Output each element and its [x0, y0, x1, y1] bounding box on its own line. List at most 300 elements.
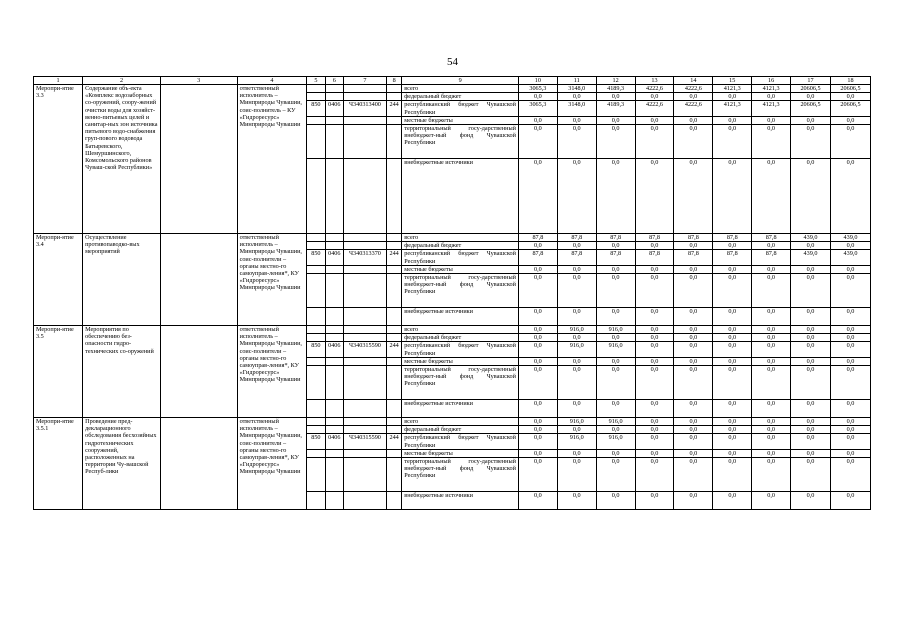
empty-code-cell: [307, 85, 325, 93]
amount-cell: 0,0: [596, 265, 635, 273]
amount-cell: 87,8: [518, 234, 557, 242]
amount-cell: 916,0: [596, 418, 635, 426]
amount-cell: 4222,6: [674, 85, 713, 93]
table-row: [34, 418, 871, 426]
amount-cell: 0,0: [596, 426, 635, 434]
empty-code-cell: [386, 418, 401, 426]
amount-cell: 0,0: [596, 93, 635, 101]
funding-source: территориальный госу-дарственный внебюджет-ный фонд Чувашской Республики: [402, 125, 519, 159]
empty-code-cell: [343, 418, 386, 426]
empty-code-cell: [325, 426, 343, 434]
funding-source: внебюджетные источники: [402, 400, 519, 418]
section-code: 0406: [325, 250, 343, 265]
amount-cell: 0,0: [674, 458, 713, 492]
empty-code-cell: [386, 265, 401, 273]
column-number: 15: [713, 77, 752, 85]
amount-cell: 0,0: [635, 449, 674, 457]
empty-code-cell: [386, 274, 401, 308]
amount-cell: 0,0: [518, 492, 557, 510]
amount-cell: 0,0: [752, 116, 791, 124]
amount-cell: 0,0: [713, 274, 752, 308]
amount-cell: 0,0: [557, 400, 596, 418]
amount-cell: 0,0: [674, 326, 713, 334]
amount-cell: 0,0: [674, 93, 713, 101]
funding-source: федеральный бюджет: [402, 334, 519, 342]
amount-cell: 0,0: [713, 357, 752, 365]
amount-cell: 0,0: [518, 242, 557, 250]
amount-cell: 87,8: [596, 234, 635, 242]
executor-cell: ответственный исполнитель – Минприроды Чувашии, соис-полнители – органы местно-го самоуправ-ления*, КУ «Гидроресурс» Минприроды Чувашии: [237, 326, 307, 418]
amount-cell: 0,0: [713, 366, 752, 400]
amount-cell: 0,0: [713, 93, 752, 101]
empty-code-cell: [307, 242, 325, 250]
amount-cell: 0,0: [635, 265, 674, 273]
empty-code-cell: [307, 265, 325, 273]
empty-code-cell: [325, 334, 343, 342]
amount-cell: 0,0: [752, 125, 791, 159]
amount-cell: 0,0: [830, 274, 870, 308]
empty-code-cell: [343, 326, 386, 334]
amount-cell: 0,0: [557, 334, 596, 342]
empty-code-cell: [343, 234, 386, 242]
amount-cell: 87,8: [713, 234, 752, 242]
amount-cell: 0,0: [713, 342, 752, 357]
amount-cell: 0,0: [791, 116, 831, 124]
amount-cell: 0,0: [635, 125, 674, 159]
funding-source: республиканский бюджет Чувашской Республики: [402, 342, 519, 357]
amount-cell: 0,0: [830, 492, 870, 510]
amount-cell: 916,0: [557, 342, 596, 357]
expense-type-code: 244: [386, 101, 401, 116]
amount-cell: 0,0: [791, 458, 831, 492]
amount-cell: 0,0: [635, 434, 674, 449]
amount-cell: 4121,3: [752, 101, 791, 116]
amount-cell: 0,0: [635, 492, 674, 510]
amount-cell: 0,0: [518, 357, 557, 365]
amount-cell: 0,0: [518, 334, 557, 342]
expense-type-code: 244: [386, 250, 401, 265]
measure-name: Осуществление противопаводко-вых мероприятий: [83, 234, 161, 326]
empty-code-cell: [325, 242, 343, 250]
amount-cell: 0,0: [518, 308, 557, 326]
amount-cell: 0,0: [713, 334, 752, 342]
amount-cell: 0,0: [596, 125, 635, 159]
amount-cell: 0,0: [752, 458, 791, 492]
amount-cell: 0,0: [752, 449, 791, 457]
amount-cell: 0,0: [518, 93, 557, 101]
empty-code-cell: [325, 85, 343, 93]
column-3-cell: [160, 234, 237, 326]
section-code: 0406: [325, 342, 343, 357]
amount-cell: 0,0: [557, 426, 596, 434]
amount-cell: 0,0: [713, 326, 752, 334]
amount-cell: 0,0: [596, 449, 635, 457]
amount-cell: 4222,6: [635, 85, 674, 93]
empty-code-cell: [325, 400, 343, 418]
column-number: 5: [307, 77, 325, 85]
amount-cell: 0,0: [635, 458, 674, 492]
executor-cell: ответственный исполнитель – Минприроды Чувашии, соис-полнитель – КУ «Гидроресурс» Минприроды Чувашии: [237, 85, 307, 234]
amount-cell: 4121,3: [713, 85, 752, 93]
column-number: 13: [635, 77, 674, 85]
amount-cell: 0,0: [791, 334, 831, 342]
empty-code-cell: [307, 308, 325, 326]
grbs-code: 850: [307, 434, 325, 449]
amount-cell: 0,0: [791, 366, 831, 400]
amount-cell: 87,8: [674, 250, 713, 265]
empty-code-cell: [325, 458, 343, 492]
amount-cell: 0,0: [752, 334, 791, 342]
funding-source: местные бюджеты: [402, 449, 519, 457]
amount-cell: 0,0: [674, 418, 713, 426]
amount-cell: 0,0: [830, 242, 870, 250]
amount-cell: 0,0: [752, 159, 791, 234]
column-number: 18: [830, 77, 870, 85]
measure-name: Мероприятия по обеспечению без-опасности гидро-технических со-оружений: [83, 326, 161, 418]
table-row: [34, 326, 871, 334]
empty-code-cell: [325, 116, 343, 124]
amount-cell: 0,0: [752, 93, 791, 101]
amount-cell: 0,0: [830, 308, 870, 326]
empty-code-cell: [307, 449, 325, 457]
empty-code-cell: [307, 357, 325, 365]
empty-code-cell: [325, 418, 343, 426]
funding-source: территориальный госу-дарственный внебюджет-ный фонд Чувашской Республики: [402, 274, 519, 308]
amount-cell: 0,0: [674, 334, 713, 342]
executor-cell: ответственный исполнитель – Минприроды Чувашии, соис-полнители – органы местно-го самоуправ-ления*, КУ «Гидроресурс» Минприроды Чувашии: [237, 418, 307, 510]
amount-cell: 916,0: [596, 326, 635, 334]
amount-cell: 0,0: [635, 366, 674, 400]
empty-code-cell: [325, 93, 343, 101]
column-number: 8: [386, 77, 401, 85]
empty-code-cell: [325, 492, 343, 510]
empty-code-cell: [307, 418, 325, 426]
amount-cell: 0,0: [674, 159, 713, 234]
empty-code-cell: [307, 326, 325, 334]
empty-code-cell: [343, 400, 386, 418]
empty-code-cell: [307, 274, 325, 308]
empty-code-cell: [343, 93, 386, 101]
column-3-cell: [160, 418, 237, 510]
amount-cell: 0,0: [518, 426, 557, 434]
amount-cell: 3148,0: [557, 85, 596, 93]
amount-cell: 0,0: [557, 366, 596, 400]
empty-code-cell: [343, 334, 386, 342]
amount-cell: 0,0: [557, 308, 596, 326]
amount-cell: 0,0: [752, 265, 791, 273]
empty-code-cell: [325, 274, 343, 308]
amount-cell: 0,0: [791, 326, 831, 334]
funding-source: федеральный бюджет: [402, 93, 519, 101]
amount-cell: 0,0: [596, 242, 635, 250]
amount-cell: 20606,5: [791, 85, 831, 93]
executor-cell: ответственный исполнитель – Минприроды Чувашии, соис-полнители – органы местно-го самоуправ-ления*, КУ «Гидроресурс» Минприроды Чувашии: [237, 234, 307, 326]
amount-cell: 4189,3: [596, 85, 635, 93]
amount-cell: 0,0: [752, 426, 791, 434]
amount-cell: 0,0: [752, 308, 791, 326]
column-3-cell: [160, 85, 237, 234]
empty-code-cell: [307, 334, 325, 342]
empty-code-cell: [343, 308, 386, 326]
measure-label: Меропри-ятие 3.4: [34, 234, 83, 326]
empty-code-cell: [343, 449, 386, 457]
amount-cell: 87,8: [635, 234, 674, 242]
amount-cell: 0,0: [596, 458, 635, 492]
amount-cell: 0,0: [518, 400, 557, 418]
amount-cell: 0,0: [830, 326, 870, 334]
grbs-code: 850: [307, 250, 325, 265]
amount-cell: 0,0: [635, 426, 674, 434]
amount-cell: 4189,3: [596, 101, 635, 116]
amount-cell: 0,0: [674, 357, 713, 365]
amount-cell: 0,0: [830, 434, 870, 449]
amount-cell: 20606,5: [791, 101, 831, 116]
page-number: 54: [447, 56, 458, 68]
amount-cell: 0,0: [830, 426, 870, 434]
amount-cell: 0,0: [830, 357, 870, 365]
amount-cell: 0,0: [791, 159, 831, 234]
empty-code-cell: [325, 308, 343, 326]
amount-cell: 0,0: [791, 308, 831, 326]
amount-cell: 0,0: [752, 326, 791, 334]
amount-cell: 0,0: [518, 449, 557, 457]
amount-cell: 0,0: [830, 93, 870, 101]
empty-code-cell: [325, 265, 343, 273]
section-code: 0406: [325, 434, 343, 449]
amount-cell: 0,0: [635, 274, 674, 308]
expense-type-code: 244: [386, 342, 401, 357]
amount-cell: 0,0: [752, 400, 791, 418]
amount-cell: 916,0: [557, 418, 596, 426]
amount-cell: 87,8: [752, 250, 791, 265]
measure-label: Меропри-ятие 3.3: [34, 85, 83, 234]
empty-code-cell: [343, 274, 386, 308]
empty-code-cell: [343, 85, 386, 93]
column-number: 9: [402, 77, 519, 85]
funding-source: всего: [402, 85, 519, 93]
amount-cell: 0,0: [791, 418, 831, 426]
amount-cell: 0,0: [791, 342, 831, 357]
funding-source: внебюджетные источники: [402, 308, 519, 326]
amount-cell: 0,0: [518, 434, 557, 449]
column-number: 6: [325, 77, 343, 85]
amount-cell: 0,0: [518, 159, 557, 234]
expense-type-code: 244: [386, 434, 401, 449]
empty-code-cell: [386, 357, 401, 365]
amount-cell: 4121,3: [752, 85, 791, 93]
amount-cell: 0,0: [596, 274, 635, 308]
empty-code-cell: [343, 265, 386, 273]
amount-cell: 0,0: [635, 159, 674, 234]
amount-cell: 0,0: [713, 125, 752, 159]
amount-cell: 0,0: [518, 342, 557, 357]
amount-cell: 0,0: [830, 418, 870, 426]
amount-cell: 0,0: [557, 242, 596, 250]
column-number-row: [34, 77, 871, 85]
amount-cell: 0,0: [596, 357, 635, 365]
amount-cell: 439,0: [791, 250, 831, 265]
amount-cell: 0,0: [713, 242, 752, 250]
column-number: 11: [557, 77, 596, 85]
amount-cell: 3065,3: [518, 85, 557, 93]
empty-code-cell: [307, 125, 325, 159]
amount-cell: 0,0: [791, 492, 831, 510]
empty-code-cell: [343, 357, 386, 365]
empty-code-cell: [325, 326, 343, 334]
column-number: 16: [752, 77, 791, 85]
empty-code-cell: [325, 366, 343, 400]
amount-cell: 0,0: [557, 492, 596, 510]
amount-cell: 0,0: [830, 334, 870, 342]
funding-source: местные бюджеты: [402, 265, 519, 273]
amount-cell: 87,8: [596, 250, 635, 265]
amount-cell: 0,0: [596, 308, 635, 326]
amount-cell: 0,0: [713, 426, 752, 434]
empty-code-cell: [307, 400, 325, 418]
column-number: 12: [596, 77, 635, 85]
empty-code-cell: [386, 334, 401, 342]
amount-cell: 0,0: [830, 116, 870, 124]
amount-cell: 0,0: [518, 458, 557, 492]
amount-cell: 0,0: [752, 434, 791, 449]
empty-code-cell: [307, 492, 325, 510]
amount-cell: 0,0: [674, 116, 713, 124]
amount-cell: 87,8: [557, 234, 596, 242]
amount-cell: 0,0: [674, 426, 713, 434]
measure-name: Содержание объ-екта «Комплекс водозаборных со-оружений, соору-жений очистки воды для хозяйст-венно-питьевых целей и санитар-ных зон источника питьевого водо-снабжения груп-пового водовода Батыревского, Шемуршинского, Комсомольского районов Чуваш-ской Республики»: [83, 85, 161, 234]
amount-cell: 0,0: [674, 265, 713, 273]
amount-cell: 0,0: [713, 265, 752, 273]
funding-source: всего: [402, 234, 519, 242]
amount-cell: 0,0: [596, 366, 635, 400]
amount-cell: 0,0: [674, 366, 713, 400]
amount-cell: 20606,5: [830, 101, 870, 116]
amount-cell: 0,0: [791, 400, 831, 418]
amount-cell: 0,0: [752, 274, 791, 308]
empty-code-cell: [343, 125, 386, 159]
amount-cell: 0,0: [791, 434, 831, 449]
amount-cell: 87,8: [752, 234, 791, 242]
target-article-code: Ч340313400: [343, 101, 386, 116]
column-number: 2: [83, 77, 161, 85]
empty-code-cell: [343, 159, 386, 234]
amount-cell: 0,0: [830, 458, 870, 492]
amount-cell: 0,0: [752, 242, 791, 250]
amount-cell: 0,0: [557, 125, 596, 159]
funding-source: территориальный госу-дарственный внебюджет-ный фонд Чувашской Республики: [402, 458, 519, 492]
amount-cell: 87,8: [518, 250, 557, 265]
grbs-code: 850: [307, 342, 325, 357]
empty-code-cell: [343, 366, 386, 400]
amount-cell: 0,0: [635, 334, 674, 342]
amount-cell: 0,0: [557, 274, 596, 308]
amount-cell: 0,0: [557, 449, 596, 457]
empty-code-cell: [386, 242, 401, 250]
amount-cell: 0,0: [557, 265, 596, 273]
amount-cell: 0,0: [791, 125, 831, 159]
amount-cell: 0,0: [830, 366, 870, 400]
amount-cell: 4222,6: [635, 101, 674, 116]
amount-cell: 0,0: [518, 116, 557, 124]
amount-cell: 0,0: [674, 434, 713, 449]
target-article-code: Ч340315590: [343, 434, 386, 449]
amount-cell: 0,0: [635, 400, 674, 418]
amount-cell: 4222,6: [674, 101, 713, 116]
funding-source: местные бюджеты: [402, 116, 519, 124]
amount-cell: 0,0: [713, 458, 752, 492]
amount-cell: 0,0: [635, 308, 674, 326]
amount-cell: 20606,5: [830, 85, 870, 93]
amount-cell: 0,0: [713, 159, 752, 234]
amount-cell: 0,0: [674, 242, 713, 250]
amount-cell: 0,0: [752, 342, 791, 357]
empty-code-cell: [386, 234, 401, 242]
empty-code-cell: [307, 458, 325, 492]
amount-cell: 0,0: [518, 418, 557, 426]
empty-code-cell: [386, 308, 401, 326]
amount-cell: 0,0: [791, 357, 831, 365]
amount-cell: 0,0: [635, 326, 674, 334]
amount-cell: 439,0: [830, 250, 870, 265]
grbs-code: 850: [307, 101, 325, 116]
amount-cell: 0,0: [674, 449, 713, 457]
amount-cell: 0,0: [518, 274, 557, 308]
amount-cell: 3148,0: [557, 101, 596, 116]
amount-cell: 0,0: [830, 125, 870, 159]
empty-code-cell: [325, 125, 343, 159]
empty-code-cell: [386, 116, 401, 124]
amount-cell: 0,0: [635, 242, 674, 250]
amount-cell: 0,0: [752, 357, 791, 365]
empty-code-cell: [343, 242, 386, 250]
empty-code-cell: [386, 125, 401, 159]
amount-cell: 0,0: [713, 308, 752, 326]
funding-source: местные бюджеты: [402, 357, 519, 365]
column-number: 1: [34, 77, 83, 85]
funding-source: всего: [402, 418, 519, 426]
column-number: 4: [237, 77, 307, 85]
amount-cell: 0,0: [791, 265, 831, 273]
amount-cell: 0,0: [557, 159, 596, 234]
empty-code-cell: [325, 234, 343, 242]
column-number: 14: [674, 77, 713, 85]
amount-cell: 0,0: [713, 492, 752, 510]
amount-cell: 916,0: [557, 326, 596, 334]
empty-code-cell: [307, 93, 325, 101]
amount-cell: 0,0: [674, 274, 713, 308]
funding-source: республиканский бюджет Чувашской Республики: [402, 101, 519, 116]
funding-source: республиканский бюджет Чувашской Республики: [402, 434, 519, 449]
amount-cell: 0,0: [518, 366, 557, 400]
empty-code-cell: [307, 426, 325, 434]
empty-code-cell: [386, 458, 401, 492]
target-article-code: Ч340313370: [343, 250, 386, 265]
table-row: [34, 234, 871, 242]
amount-cell: 3065,3: [518, 101, 557, 116]
amount-cell: 0,0: [674, 342, 713, 357]
funding-source: внебюджетные источники: [402, 492, 519, 510]
funding-source: всего: [402, 326, 519, 334]
empty-code-cell: [343, 458, 386, 492]
empty-code-cell: [343, 492, 386, 510]
amount-cell: 87,8: [713, 250, 752, 265]
amount-cell: 0,0: [674, 400, 713, 418]
amount-cell: 0,0: [635, 357, 674, 365]
empty-code-cell: [386, 492, 401, 510]
empty-code-cell: [386, 85, 401, 93]
amount-cell: 0,0: [713, 434, 752, 449]
empty-code-cell: [307, 234, 325, 242]
